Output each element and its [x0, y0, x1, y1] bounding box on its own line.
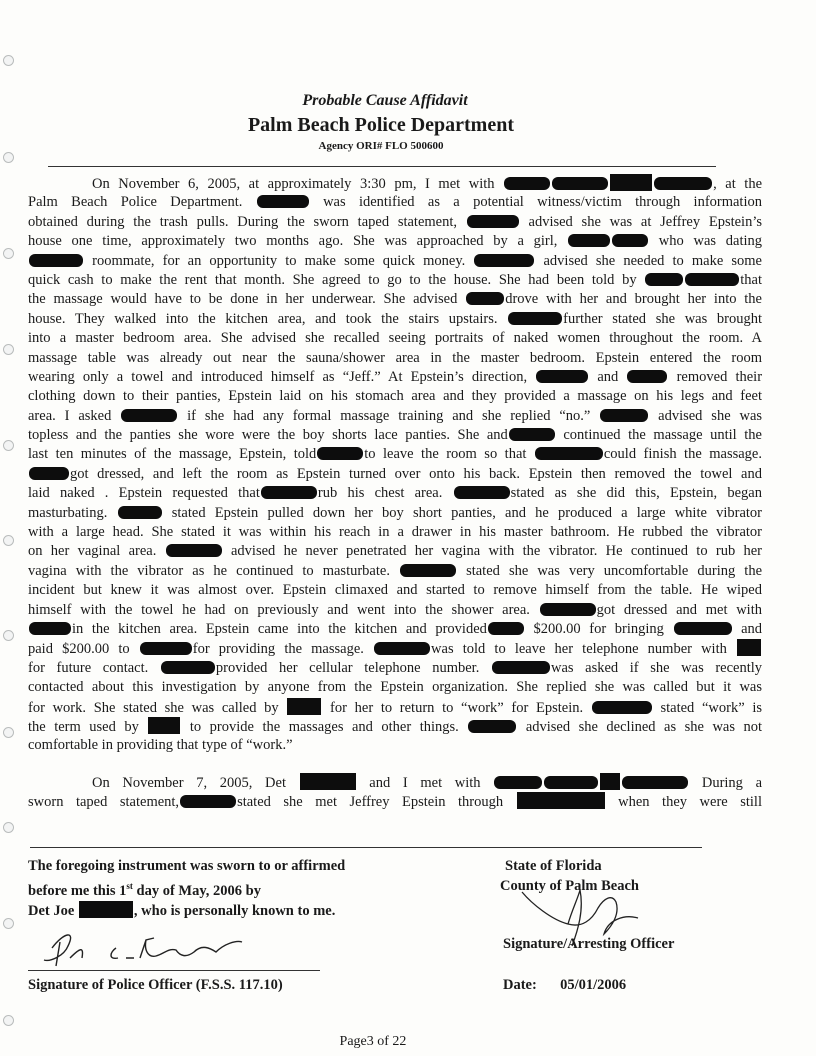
footer-rule — [30, 847, 702, 848]
text-line: quick cash to make the rent that month. She agreed to go to the house. She had been told by that — [28, 271, 763, 288]
text-line: area. I asked if she had any formal massage training and she replied “no.” advised she was — [28, 407, 763, 424]
text-line: himself with the towel he had on previously and went into the shower area. got dressed and met with — [28, 601, 762, 618]
text-line: On November 6, 2005, at approximately 3:30 pm, I met with , at the — [92, 176, 762, 192]
document-title: Probable Cause Affidavit — [302, 92, 468, 109]
text-line: masturbating. stated Epstein pulled down her boy short panties, and he produced a large white vibrator — [28, 504, 763, 521]
arresting-signature-label: Signature/Arresting Officer — [503, 936, 675, 952]
text-line: massage table was already out near the sauna/shower area in the master bedroom. Epstein entered the room — [28, 349, 762, 366]
binder-hole — [3, 440, 14, 451]
page-number: Page3 of 22 — [339, 1034, 407, 1049]
text-line: in the kitchen area. Epstein came into the kitchen and provided $200.00 for bringing and — [28, 620, 762, 639]
binder-hole — [3, 535, 14, 546]
binder-hole — [3, 727, 14, 738]
binder-hole — [3, 1015, 14, 1026]
police-officer-signature — [30, 918, 280, 974]
binder-hole — [3, 55, 14, 66]
agency-ori: Agency ORI# FLO 500600 — [318, 140, 444, 152]
text-line: got dressed, and left the room as Epstein turned over onto his back. Epstein then removed the towel and — [28, 465, 762, 484]
text-line: roommate, for an opportunity to make some quick money. advised she needed to make some — [28, 252, 762, 271]
text-line: clothing down to their panties, Epstein laid on his stomach area and they provided a massage on his legs and feet — [28, 388, 762, 405]
date-field: Date: 05/01/2006 — [503, 977, 627, 993]
affidavit-paragraph-2 — [28, 773, 762, 812]
text-line: On November 7, 2005, Det and I met with During a — [92, 775, 763, 791]
text-line: laid naked . Epstein requested that rub his chest area. stated as she did this, Epstein, began — [28, 485, 762, 502]
binder-hole — [3, 152, 14, 163]
sworn-statement: The foregoing instrument was sworn to or affirmed before me this 1st day of May, 2006 by Det Joe , who is personally known to me. — [28, 858, 346, 919]
binder-hole — [3, 248, 14, 259]
text-line: paid $200.00 to for providing the massage. was told to leave her telephone number with — [28, 639, 762, 658]
text-line: last ten minutes of the massage, Epstein, told to leave the room so that could finish the massage. — [28, 446, 762, 463]
text-line: house. They walked into the kitchen area, and took the stairs upstairs. further stated she was brought — [28, 310, 762, 327]
text-line: for work. She stated she was called by for her to return to “work” for Epstein. stated “work” is — [28, 699, 763, 716]
text-line: the massage would have to be done in her underwear. She advised drove with her and brought her into the — [28, 291, 762, 308]
text-line: vagina with the vibrator as he continued to masturbate. stated she was very uncomfortable during the — [28, 562, 762, 579]
affidavit-paragraph-1 — [28, 174, 762, 756]
officer-signature-line — [28, 970, 320, 971]
department-name: Palm Beach Police Department — [247, 114, 515, 136]
text-line: wearing only a towel and introduced himself as “Jeff.” At Epstein’s direction, and removed their — [28, 368, 763, 385]
binder-hole — [3, 630, 14, 641]
text-line: house one time, approximately two months ago. She was approached by a girl, who was dating — [28, 233, 762, 250]
binder-hole — [3, 918, 14, 929]
text-line: comfortable in providing that type of “work.” — [28, 737, 293, 754]
text-line: topless and the panties she wore were the boy shorts lace panties. She and continued the massage until the — [28, 427, 762, 444]
text-line: into a master bedroom area. She advised she recalled seeing portraits of naked women throughout the room. A — [28, 330, 762, 347]
text-line: obtained during the trash pulls. During the sworn taped statement, advised she was at Jeffrey Epstein’s — [28, 213, 763, 230]
text-line: for future contact. provided her cellular telephone number. was asked if she was recently — [28, 659, 763, 676]
text-line: contacted about this investigation by anyone from the Epstein organization. She replied she was called but it was — [28, 679, 762, 696]
text-line: on her vaginal area. advised he never penetrated her vagina with the vibrator. He continued to rub her — [28, 543, 763, 560]
text-line: sworn taped statement, stated she met Jeffrey Epstein through when they were still — [28, 794, 762, 811]
binder-hole — [3, 344, 14, 355]
header-rule — [48, 166, 716, 167]
text-line: Palm Beach Police Department. was identified as a potential witness/victim through information — [28, 194, 762, 211]
county-label: County of Palm Beach — [500, 878, 639, 894]
state-label: State of Florida — [505, 858, 602, 874]
date-value: 05/01/2006 — [560, 977, 627, 993]
text-line: incident but knew it was almost over. Epstein climaxed and started to remove himself from the table. He wiped — [28, 582, 762, 599]
binder-hole — [3, 822, 14, 833]
text-line: the term used by to provide the massages and other things. advised she declined as she was not — [28, 718, 763, 735]
officer-signature-label: Signature of Police Officer (F.S.S. 117.10) — [28, 977, 283, 993]
text-line: with a large head. She stated it was within his reach in a drawer in his master bathroom. He rubbed the vibrator — [28, 524, 762, 541]
